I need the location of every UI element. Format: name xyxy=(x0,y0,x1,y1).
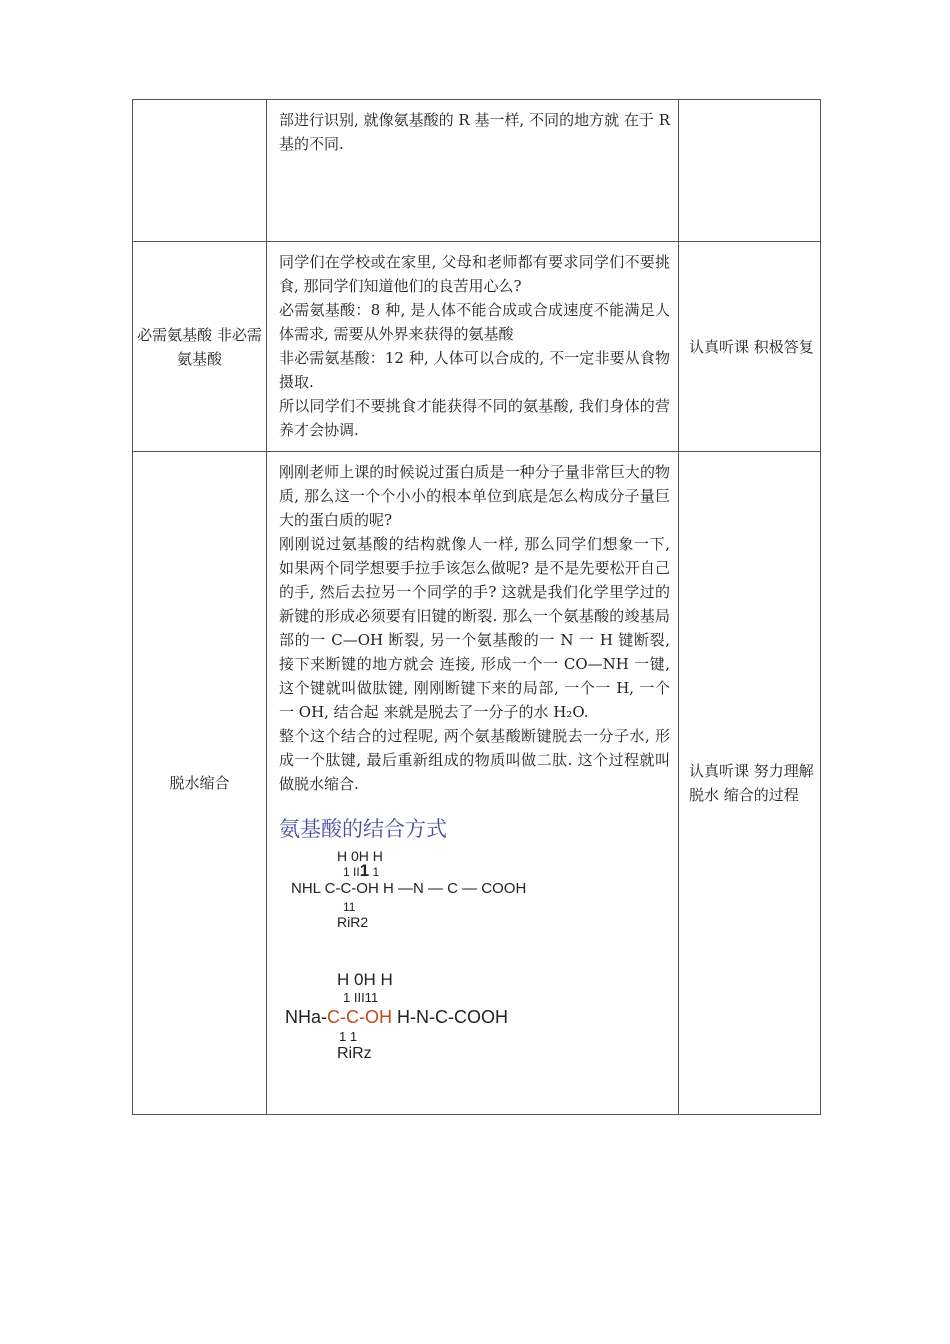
paragraph: 非必需氨基酸：12 种, 人体可以合成的, 不一定非要从食物摄取. xyxy=(279,349,670,391)
lesson-table xyxy=(132,99,821,1115)
paragraph: 整个这个结合的过程呢, 两个氨基酸断键脱去一分子水, 形成一个肽键, 最后重新组成的物质叫做二肽. 这个过程就叫做脱水缩合. xyxy=(279,727,670,793)
activity-cell: 认真听课 积极答复 xyxy=(679,242,821,452)
formula-part: 1 II xyxy=(343,865,360,879)
formula-line xyxy=(285,1006,508,1028)
table-row xyxy=(133,242,821,452)
content-cell xyxy=(267,100,679,242)
formula-part: H-N-C-COOH xyxy=(392,1007,508,1027)
diagram-title: 氨基酸的结合方式 xyxy=(279,817,447,841)
formula-line: RiRz xyxy=(337,1045,372,1062)
formula-highlight: C-C-OH xyxy=(327,1007,393,1027)
formula-part: 1 xyxy=(359,861,370,880)
activity-cell xyxy=(679,100,821,242)
content-cell xyxy=(267,242,679,452)
paragraph: 刚刚说过氨基酸的结构就像人一样, 那么同学们想象一下, 如果两个同学想要手拉手该怎么做呢? 是不是先要松开自己的手, 然后去拉另一个同学的手? 这就是我们化学里学过的新键的形成必须要有旧键的断裂. 那么一个氨基酸的竣基局部的一 C—OH 断裂, 另一个氨基酸的一 N 一 H 键断裂, 接下来断键的地方就会 连接, 形成一个一 CO—NH 一键, 这个键就叫做肽键, 刚刚断键下来的局部, 一个一 H, 一个一 OH, 结合起 来就是脱去了一分子的水 H₂O. xyxy=(279,535,670,721)
formula-line xyxy=(343,862,379,881)
formula-line: H 0H H xyxy=(337,970,393,989)
peptide-formula-2 xyxy=(279,970,670,1110)
formula-part: NHa- xyxy=(285,1007,328,1027)
formula-line: H 0H H xyxy=(337,848,383,864)
topic-cell: 必需氨基酸 非必需氨基酸 xyxy=(133,242,267,452)
topic-cell xyxy=(133,100,267,242)
formula-line: 1 1 xyxy=(339,1029,358,1044)
peptide-formula-1 xyxy=(279,848,670,956)
content-cell xyxy=(267,452,679,1115)
formula-line: 1 III11 xyxy=(343,990,379,1005)
formula-part: 1 xyxy=(369,865,380,879)
activity-cell: 认真听课 努力理解脱水 缩合的过程 xyxy=(679,452,821,1115)
table-row xyxy=(133,452,821,1115)
paragraph: 必需氨基酸：8 种, 是人体不能合成或合成速度不能满足人体需求, 需要从外界来获得的氨基酸 xyxy=(279,301,670,343)
paragraph: 同学们在学校或在家里, 父母和老师都有要求同学们不要挑食, 那同学们知道他们的良苦用心么? xyxy=(279,253,670,295)
formula-line: 11 xyxy=(343,900,356,914)
formula-line: NHL C-C-OH H —N — C — COOH xyxy=(291,880,527,897)
table-row xyxy=(133,100,821,242)
topic-cell: 脱水缩合 xyxy=(133,452,267,1115)
paragraph: 部进行识别, 就像氨基酸的 R 基一样, 不同的地方就 在于 R 基的不同. xyxy=(279,111,670,153)
paragraph: 所以同学们不要挑食才能获得不同的氨基酸, 我们身体的营养才会协调. xyxy=(279,397,670,439)
paragraph: 刚刚老师上课的时候说过蛋白质是一种分子量非常巨大的物质, 那么这一个个小小的根本单位到底是怎么构成分子量巨大的蛋白质的呢? xyxy=(279,463,670,529)
formula-line: RiR2 xyxy=(337,914,369,930)
